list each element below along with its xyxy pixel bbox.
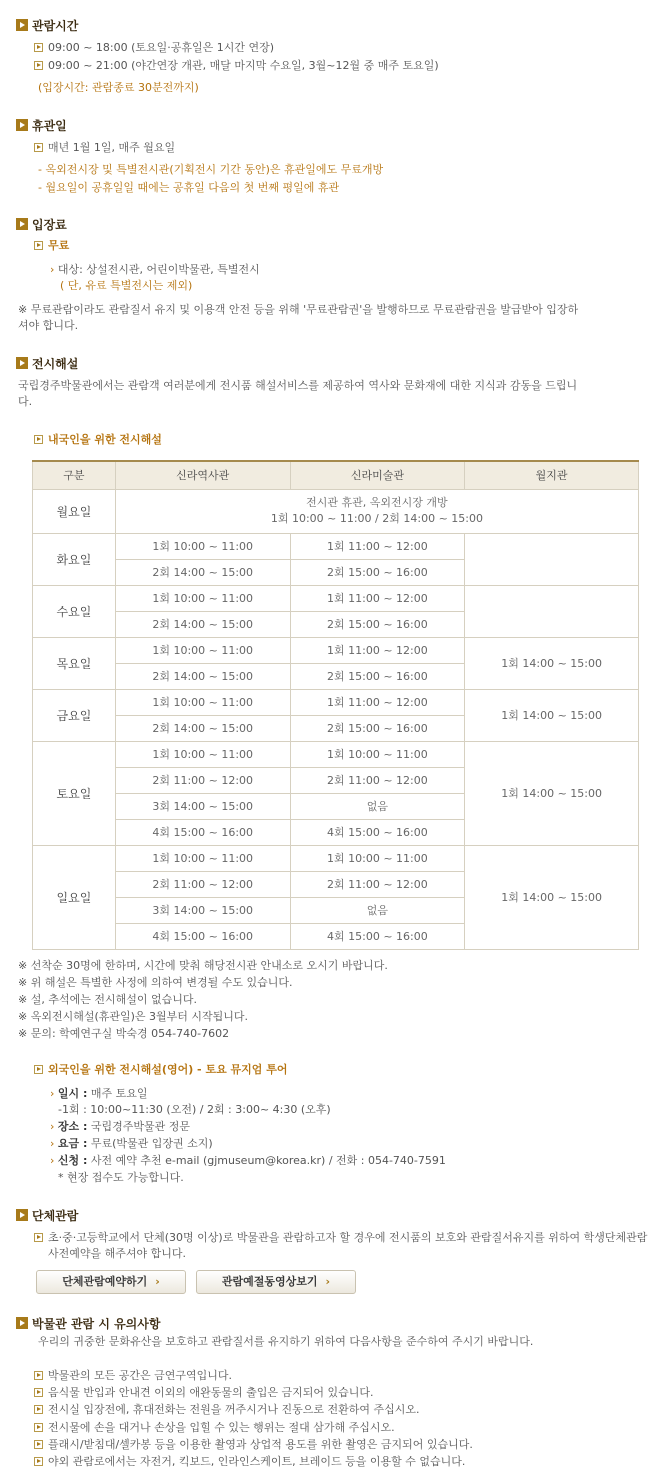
caution-item: 야외 관람로에서는 자전거, 킥보드, 인라인스케이트, 브레이드 등을 이용할 수 없습니다. — [34, 1454, 465, 1469]
admission-target-note: ( 단, 유료 특별전시는 제외) — [60, 279, 193, 292]
etiquette-video-button[interactable]: 관람예절동영상보기 › — [196, 1270, 356, 1294]
table-header: 신라역사관 — [115, 461, 290, 489]
arrow-box-icon — [34, 1423, 43, 1432]
time-cell: 1회 10:00 ~ 11:00 — [290, 741, 465, 767]
table-header: 구분 — [33, 461, 116, 489]
time-cell: 없음 — [290, 793, 465, 819]
section-bullet-icon — [16, 1317, 28, 1329]
section-bullet-icon — [16, 19, 28, 31]
day-cell: 수요일 — [33, 585, 116, 637]
time-cell: 1회 10:00 ~ 11:00 — [115, 637, 290, 663]
wolji-cell: 1회 14:00 ~ 15:00 — [465, 741, 639, 845]
arrow-box-icon — [34, 1065, 43, 1074]
foreign-guide-title: 외국인을 위한 전시해설(영어) - 토요 뮤지엄 투어 — [34, 1062, 288, 1077]
admission-title: 입장료 — [16, 217, 67, 233]
time-cell: 2회 11:00 ~ 12:00 — [115, 767, 290, 793]
time-cell: 4회 15:00 ~ 16:00 — [115, 923, 290, 949]
time-cell: 1회 10:00 ~ 11:00 — [115, 845, 290, 871]
group-title: 단체관람 — [16, 1208, 78, 1224]
time-cell: 2회 15:00 ~ 16:00 — [290, 611, 465, 637]
closed-note: - 월요일이 공휴일일 때에는 공휴일 다음의 첫 번째 평일에 휴관 — [38, 181, 340, 194]
group-desc: 사전예약을 해주셔야 합니다. — [48, 1247, 187, 1260]
cautions-intro: 우리의 귀중한 문화유산을 보호하고 관람질서를 유지하기 위하여 다음사항을 준수하여 주시기 바랍니다. — [38, 1335, 534, 1348]
section-bullet-icon — [16, 1209, 28, 1221]
time-cell: 1회 10:00 ~ 11:00 — [115, 585, 290, 611]
arrow-box-icon — [34, 143, 43, 152]
hours-item: 09:00 ~ 18:00 (토요일·공휴일은 1시간 연장) — [34, 40, 274, 55]
table-header-row — [33, 461, 639, 489]
day-cell: 일요일 — [33, 845, 116, 949]
arrow-box-icon — [34, 1388, 43, 1397]
closed-title: 휴관일 — [16, 118, 67, 134]
foreign-fee: › 요금 : 무료(박물관 입장권 소지) — [50, 1137, 213, 1150]
time-cell: 1회 10:00 ~ 11:00 — [115, 689, 290, 715]
guide-note: ※ 문의: 학예연구실 박숙경 054-740-7602 — [18, 1027, 230, 1040]
caution-item: 음식물 반입과 안내견 이외의 애완동물의 출입은 금지되어 있습니다. — [34, 1385, 374, 1400]
foreign-date: › 일시 : 매주 토요일 — [50, 1087, 148, 1100]
day-cell: 토요일 — [33, 741, 116, 845]
arrow-box-icon — [34, 1371, 43, 1380]
monday-cell: 전시관 휴관, 옥외전시장 개방 1회 10:00 ~ 11:00 / 2회 14:00 ~ 15:00 — [115, 489, 638, 533]
time-cell: 1회 11:00 ~ 12:00 — [290, 637, 465, 663]
time-cell: 없음 — [290, 897, 465, 923]
time-cell: 1회 11:00 ~ 12:00 — [290, 689, 465, 715]
day-cell: 금요일 — [33, 689, 116, 741]
day-cell: 화요일 — [33, 533, 116, 585]
time-cell: 4회 15:00 ~ 16:00 — [115, 819, 290, 845]
foreign-date-detail: -1회 : 10:00~11:30 (오전) / 2회 : 3:00~ 4:30 (오후) — [58, 1103, 331, 1116]
hours-note: (입장시간: 관람종료 30분전까지) — [38, 81, 199, 94]
closed-note: - 옥외전시장 및 특별전시관(기획전시 기간 동안)은 휴관일에도 무료개방 — [38, 163, 384, 176]
time-cell: 1회 10:00 ~ 11:00 — [115, 533, 290, 559]
section-bullet-icon — [16, 119, 28, 131]
wolji-cell — [465, 585, 639, 637]
guide-desc: 국립경주박물관에서는 관람객 여러분에게 전시품 해설서비스를 제공하여 역사와 문화재에 대한 지식과 감동을 드립니 — [18, 379, 578, 392]
arrow-box-icon — [34, 43, 43, 52]
time-cell: 1회 11:00 ~ 12:00 — [290, 585, 465, 611]
chevron-right-icon: › — [155, 1275, 160, 1288]
time-cell: 2회 14:00 ~ 15:00 — [115, 663, 290, 689]
caution-item: 전시실 입장전에, 휴대전화는 전원을 꺼주시거나 진동으로 전환하여 주십시오. — [34, 1402, 420, 1417]
group-desc: 초·중·고등학교에서 단체(30명 이상)로 박물관을 관람하고자 할 경우에 전시품의 보호와 관람질서유지를 위하여 학생단체관람 — [34, 1230, 647, 1245]
table-row — [33, 533, 639, 559]
wolji-cell — [465, 533, 639, 585]
foreign-place: › 장소 : 국립경주박물관 정문 — [50, 1120, 191, 1133]
time-cell: 2회 15:00 ~ 16:00 — [290, 663, 465, 689]
day-cell: 월요일 — [33, 489, 116, 533]
table-row — [33, 489, 639, 533]
hours-title: 관람시간 — [16, 18, 78, 34]
guide-schedule-table — [32, 460, 639, 950]
small-arrow-icon: › — [50, 263, 55, 276]
admission-sub: 무료 — [34, 238, 69, 253]
table-header: 월지관 — [465, 461, 639, 489]
wolji-cell: 1회 14:00 ~ 15:00 — [465, 845, 639, 949]
time-cell: 2회 15:00 ~ 16:00 — [290, 559, 465, 585]
admission-note: 셔야 합니다. — [18, 319, 79, 332]
guide-note: ※ 옥외전시해설(휴관일)은 3월부터 시작됩니다. — [18, 1010, 249, 1023]
time-cell: 2회 14:00 ~ 15:00 — [115, 559, 290, 585]
group-reservation-button[interactable]: 단체관람예약하기 › — [36, 1270, 186, 1294]
time-cell: 2회 14:00 ~ 15:00 — [115, 611, 290, 637]
admission-note: ※ 무료관람이라도 관람질서 유지 및 이용객 안전 등을 위해 '무료관람권'을 발행하므로 무료관람권을 발급받아 입장하 — [18, 303, 579, 316]
time-cell: 2회 11:00 ~ 12:00 — [290, 767, 465, 793]
time-cell: 3회 14:00 ~ 15:00 — [115, 897, 290, 923]
time-cell: 2회 11:00 ~ 12:00 — [290, 871, 465, 897]
caution-item: 전시물에 손을 대거나 손상을 입힐 수 있는 행위는 절대 삼가해 주십시오. — [34, 1420, 395, 1435]
chevron-right-icon: › — [325, 1275, 331, 1288]
cautions-title: 박물관 관람 시 유의사항 — [16, 1316, 160, 1332]
arrow-box-icon — [34, 241, 43, 250]
table-row — [33, 689, 639, 715]
section-bullet-icon — [16, 357, 28, 369]
time-cell: 1회 10:00 ~ 11:00 — [290, 845, 465, 871]
table-row — [33, 845, 639, 871]
arrow-box-icon — [34, 1405, 43, 1414]
arrow-box-icon — [34, 1233, 43, 1242]
guide-note: ※ 설, 추석에는 전시해설이 없습니다. — [18, 993, 197, 1006]
caution-item: 박물관의 모든 공간은 금연구역입니다. — [34, 1368, 232, 1383]
time-cell: 2회 15:00 ~ 16:00 — [290, 715, 465, 741]
guide-desc: 다. — [18, 395, 33, 408]
guide-note: ※ 선착순 30명에 한하며, 시간에 맞춰 해당전시관 안내소로 오시기 바랍니다. — [18, 959, 388, 972]
table-row — [33, 637, 639, 663]
arrow-box-icon — [34, 61, 43, 70]
table-header: 신라미술관 — [290, 461, 465, 489]
day-cell: 목요일 — [33, 637, 116, 689]
admission-target: › 대상: 상설전시관, 어린이박물관, 특별전시 — [50, 263, 260, 276]
foreign-apply-note: * 현장 접수도 가능합니다. — [58, 1171, 184, 1184]
wolji-cell: 1회 14:00 ~ 15:00 — [465, 689, 639, 741]
section-bullet-icon — [16, 218, 28, 230]
domestic-guide-title: 내국인을 위한 전시해설 — [34, 432, 162, 447]
time-cell: 1회 10:00 ~ 11:00 — [115, 741, 290, 767]
table-row — [33, 585, 639, 611]
wolji-cell: 1회 14:00 ~ 15:00 — [465, 637, 639, 689]
guide-title: 전시해설 — [16, 356, 78, 372]
time-cell: 4회 15:00 ~ 16:00 — [290, 819, 465, 845]
time-cell: 4회 15:00 ~ 16:00 — [290, 923, 465, 949]
time-cell: 2회 14:00 ~ 15:00 — [115, 715, 290, 741]
table-row — [33, 741, 639, 767]
time-cell: 2회 11:00 ~ 12:00 — [115, 871, 290, 897]
hours-item: 09:00 ~ 21:00 (야간연장 개관, 매달 마지막 수요일, 3월~12월 중 매주 토요일) — [34, 58, 439, 73]
arrow-box-icon — [34, 1457, 43, 1466]
foreign-apply: › 신청 : 사전 예약 추천 e-mail (gjmuseum@korea.kr) / 전화 : 054-740-7591 — [50, 1154, 446, 1167]
arrow-box-icon — [34, 435, 43, 444]
time-cell: 1회 11:00 ~ 12:00 — [290, 533, 465, 559]
arrow-box-icon — [34, 1440, 43, 1449]
closed-item: 매년 1월 1일, 매주 월요일 — [34, 140, 175, 155]
guide-note: ※ 위 해설은 특별한 사정에 의하여 변경될 수도 있습니다. — [18, 976, 293, 989]
caution-item: 플래시/받침대/셀카봉 등을 이용한 촬영과 상업적 용도를 위한 촬영은 금지되어 있습니다. — [34, 1437, 473, 1452]
time-cell: 3회 14:00 ~ 15:00 — [115, 793, 290, 819]
